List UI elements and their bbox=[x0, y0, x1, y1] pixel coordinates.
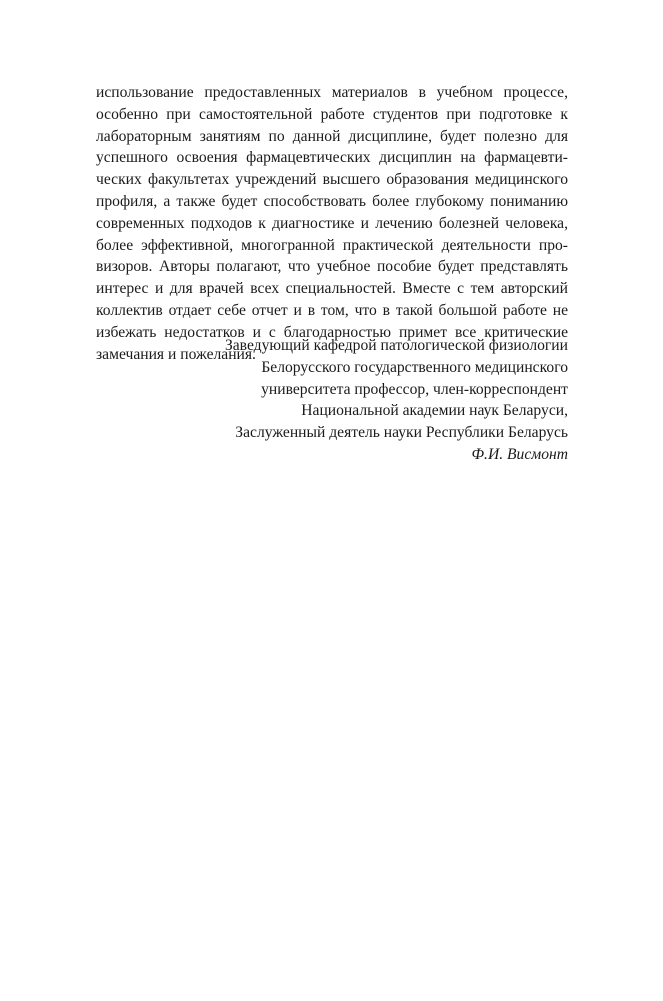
signature-title-line: Белорусского государственного медицинского bbox=[261, 358, 568, 376]
paragraph-line: особенно при самостоятельной работе студентов при подготовке к bbox=[96, 105, 568, 123]
paragraph-line: использование предоставленных материалов в учебном процессе, bbox=[96, 84, 568, 101]
paragraph-line: избежать недостатков и с благодарностью примет все критические bbox=[96, 323, 568, 341]
signature-title-line: Заслуженный деятель науки Республики Беларусь bbox=[235, 424, 568, 442]
signature-title-line: Национальной академии наук Беларуси, bbox=[301, 402, 568, 420]
paragraph-line: современных подходов к диагностике и лечению болезней человека, bbox=[96, 214, 568, 232]
signature-title-line: университета профессор, член-корреспондент bbox=[261, 380, 568, 398]
signature-title-line: Заведующий кафедрой патологической физиологии bbox=[224, 337, 568, 354]
signature-author-name: Ф.И. Висмонт bbox=[471, 445, 568, 463]
paragraph-line: коллектив отдает себе отчет и в том, что в такой большой работе не bbox=[96, 301, 568, 319]
paragraph-line: интерес и для врачей всех специальностей. Вместе с тем авторский bbox=[96, 280, 568, 298]
paragraph-line: ческих факультетах учреждений высшего образования медицинского bbox=[96, 171, 568, 189]
paragraph-line: успешного освоения фармацевтических дисциплин на фармацевти- bbox=[96, 149, 568, 167]
signature-block bbox=[148, 335, 568, 466]
paragraph-line: визоров. Авторы полагают, что учебное пособие будет представлять bbox=[96, 258, 568, 276]
paragraph-line: более эффективной, многогранной практической деятельности про- bbox=[96, 236, 568, 254]
paragraph-line: профиля, а также будет способствовать более глубокому пониманию bbox=[96, 192, 568, 210]
paragraph-line: замечания и пожелания. bbox=[96, 345, 256, 363]
preface-paragraph bbox=[96, 82, 568, 365]
paragraph-line: лабораторным занятиям по данной дисциплине, будет полезно для bbox=[96, 127, 568, 145]
